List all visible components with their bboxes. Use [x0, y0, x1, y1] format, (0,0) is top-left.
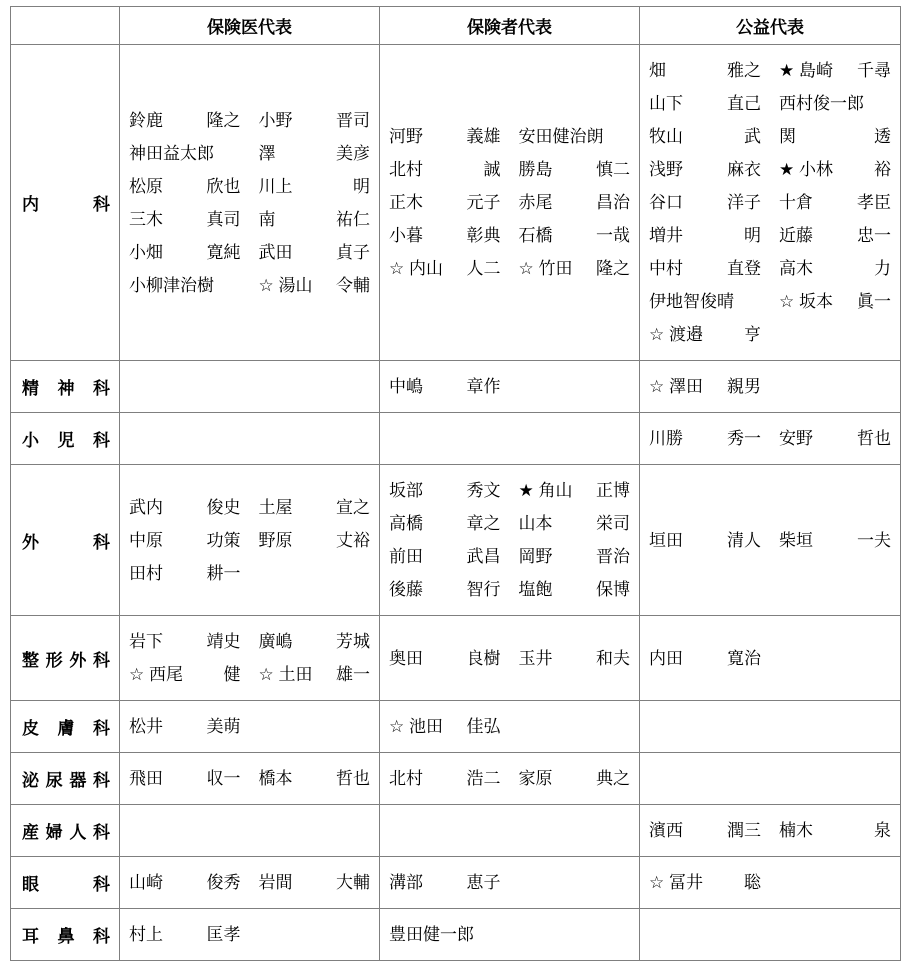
member-list: [120, 711, 379, 744]
member-list: [120, 105, 379, 303]
department-label: 皮膚科: [11, 701, 120, 753]
member-name: 小野 晋司: [258, 110, 370, 131]
insurer-cell: [380, 616, 640, 701]
member-name: 小暮 彰典: [389, 226, 501, 246]
member-list: [640, 55, 900, 352]
department-row: [11, 361, 901, 413]
member-list: [640, 643, 900, 676]
public-interest-cell: [640, 45, 901, 361]
member-list: [640, 371, 900, 404]
insurance-doctor-cell: [120, 701, 380, 753]
department-label: 精神科: [11, 361, 120, 413]
department-row: [11, 753, 901, 805]
header-insurer: 保険者代表: [380, 7, 640, 45]
insurance-doctor-cell: [120, 413, 380, 465]
member-name: 川上 明: [258, 176, 370, 197]
header-row: [11, 7, 901, 45]
member-list: [120, 492, 379, 591]
department-label: 耳鼻科: [11, 909, 120, 961]
department-row: [11, 413, 901, 465]
header-public-interest: 公益代表: [640, 7, 901, 45]
member-name: 北村 誠: [389, 160, 501, 180]
member-list: [640, 423, 900, 456]
insurance-doctor-cell: [120, 616, 380, 701]
public-interest-cell: [640, 805, 901, 857]
insurer-cell: [380, 805, 640, 857]
insurer-cell: [380, 857, 640, 909]
member-list: [120, 763, 379, 796]
insurer-cell: [380, 909, 640, 961]
public-interest-cell: [640, 753, 901, 805]
department-row: [11, 465, 901, 616]
insurer-cell: [380, 753, 640, 805]
member-name: 濱西 潤三: [649, 821, 761, 841]
member-name: 豊田健一郎: [389, 925, 474, 945]
member-name: 田村 耕一: [129, 563, 241, 584]
member-list: [380, 475, 639, 607]
member-name: 野原 丈裕: [258, 530, 370, 551]
insurance-doctor-cell: [120, 753, 380, 805]
member-name: 奥田 良樹: [389, 648, 501, 669]
member-name: 北村 浩二: [389, 769, 501, 789]
department-row: [11, 805, 901, 857]
member-name: 川勝 秀一: [649, 429, 761, 449]
member-name: ☆ 冨井 聡: [649, 873, 761, 893]
member-name: 牧山 武: [649, 127, 761, 147]
member-name: 河野 義雄: [389, 127, 501, 147]
member-name: 中原 功策: [129, 530, 241, 551]
member-list: [380, 121, 639, 286]
insurer-cell: [380, 701, 640, 753]
member-name: 武田 貞子: [258, 242, 370, 263]
member-name: 石橋 一哉: [518, 226, 630, 246]
member-list: [380, 371, 639, 404]
member-name: 山崎 俊秀: [129, 873, 241, 893]
member-list: [380, 919, 639, 952]
empty-slot: [250, 558, 380, 591]
member-name: 谷口 洋子: [649, 193, 761, 213]
member-name: 増井 明: [649, 226, 761, 246]
member-name: 三木 真司: [129, 209, 241, 230]
member-name: 山下 直己: [649, 94, 761, 114]
member-name: ☆ 内山 人二: [389, 259, 501, 279]
member-name: 中嶋 章作: [389, 377, 501, 397]
member-name: 神田益太郎: [129, 143, 214, 164]
department-label: 外 科: [11, 465, 120, 616]
member-name: 松井 美萌: [129, 717, 241, 737]
member-name: 内田 寛治: [649, 648, 761, 669]
member-name: 家原 典之: [518, 769, 630, 789]
member-name: 赤尾 昌治: [518, 193, 630, 213]
member-list: [640, 867, 900, 900]
member-name: ★ 小林 裕: [779, 160, 891, 180]
department-row: [11, 857, 901, 909]
member-list: [120, 919, 379, 952]
insurer-cell: [380, 465, 640, 616]
member-name: 近藤 忠一: [779, 226, 891, 246]
member-name: 小柳津治樹: [129, 275, 214, 296]
insurance-doctor-cell: [120, 857, 380, 909]
member-name: 小畑 寛純: [129, 242, 241, 263]
member-name: 土屋 宣之: [258, 497, 370, 518]
member-name: 武内 俊史: [129, 497, 241, 518]
member-name: 飛田 収一: [129, 769, 241, 789]
public-interest-cell: [640, 361, 901, 413]
header-insurance-doctor: 保険医代表: [120, 7, 380, 45]
member-name: ☆ 湯山 令輔: [258, 275, 370, 296]
member-list: [380, 867, 639, 900]
member-name: 中村 直登: [649, 259, 761, 279]
member-name: 十倉 孝臣: [779, 193, 891, 213]
department-row: [11, 616, 901, 701]
empty-slot: [510, 919, 640, 952]
department-label: 産婦人科: [11, 805, 120, 857]
member-name: 岩間 大輔: [258, 873, 370, 893]
department-row: [11, 701, 901, 753]
department-row: [11, 909, 901, 961]
member-name: 後藤 智行: [389, 580, 501, 600]
member-name: 坂部 秀文: [389, 481, 501, 501]
member-name: 玉井 和夫: [518, 648, 630, 669]
member-name: ☆ 渡邉 亨: [649, 325, 761, 345]
member-name: 岩下 靖史: [129, 632, 241, 652]
public-interest-cell: [640, 701, 901, 753]
member-name: 塩飽 保博: [518, 580, 630, 600]
department-label: 泌尿器科: [11, 753, 120, 805]
member-list: [120, 867, 379, 900]
member-name: 楠木 泉: [779, 821, 891, 841]
department-label: 小児科: [11, 413, 120, 465]
member-name: 前田 武昌: [389, 547, 501, 567]
empty-slot: [510, 371, 640, 404]
member-list: [380, 643, 639, 676]
public-interest-cell: [640, 465, 901, 616]
department-row: [11, 45, 901, 361]
public-interest-cell: [640, 857, 901, 909]
member-list: [640, 525, 900, 558]
public-interest-cell: [640, 616, 901, 701]
insurer-cell: [380, 45, 640, 361]
member-name: ☆ 坂本 眞一: [779, 292, 891, 312]
member-name: 正木 元子: [389, 193, 501, 213]
header-corner: [11, 7, 120, 45]
public-interest-cell: [640, 909, 901, 961]
member-name: 畑 雅之: [649, 61, 761, 81]
department-label: 整形外科: [11, 616, 120, 701]
member-name: 南 祐仁: [258, 209, 370, 230]
member-name: ★ 島崎 千尋: [779, 61, 891, 81]
member-name: ☆ 竹田 隆之: [518, 259, 630, 279]
member-name: 溝部 恵子: [389, 873, 501, 893]
member-name: ☆ 西尾 健: [129, 665, 241, 685]
member-name: ☆ 澤田 親男: [649, 377, 761, 397]
member-name: 安田健治朗: [518, 127, 604, 147]
department-label: 眼 科: [11, 857, 120, 909]
member-name: ☆ 土田 雄一: [258, 665, 370, 685]
empty-slot: [250, 711, 380, 744]
committee-table: [10, 6, 901, 961]
insurer-cell: [380, 361, 640, 413]
member-name: 安野 哲也: [779, 429, 891, 449]
insurance-doctor-cell: [120, 361, 380, 413]
member-name: 橋本 哲也: [258, 769, 370, 789]
member-list: [640, 815, 900, 848]
empty-slot: [770, 867, 900, 900]
public-interest-cell: [640, 413, 901, 465]
member-name: 浅野 麻衣: [649, 160, 761, 180]
empty-slot: [250, 919, 380, 952]
member-name: 澤 美彦: [258, 143, 370, 164]
empty-slot: [510, 711, 640, 744]
member-name: 西村俊一郎: [779, 94, 864, 114]
member-name: ★ 角山 正博: [518, 481, 630, 501]
member-name: 高木 力: [779, 259, 891, 279]
member-name: 山本 栄司: [518, 514, 630, 534]
insurance-doctor-cell: [120, 805, 380, 857]
empty-slot: [770, 319, 900, 352]
member-name: 鈴鹿 隆之: [129, 110, 241, 131]
member-list: [380, 711, 639, 744]
member-name: ☆ 池田 佳弘: [389, 717, 501, 737]
member-name: 廣嶋 芳城: [258, 632, 370, 652]
member-name: 岡野 晋治: [518, 547, 630, 567]
member-name: 勝島 慎二: [518, 160, 630, 180]
member-name: 伊地智俊晴: [649, 292, 734, 312]
member-name: 関 透: [779, 127, 891, 147]
member-list: [120, 626, 379, 692]
empty-slot: [510, 867, 640, 900]
member-list: [380, 763, 639, 796]
member-name: 高橋 章之: [389, 514, 501, 534]
member-name: 垣田 清人: [649, 530, 761, 551]
department-label: 内 科: [11, 45, 120, 361]
insurer-cell: [380, 413, 640, 465]
member-name: 村上 匡孝: [129, 925, 241, 945]
insurance-doctor-cell: [120, 45, 380, 361]
insurance-doctor-cell: [120, 909, 380, 961]
empty-slot: [770, 643, 900, 676]
member-name: 柴垣 一夫: [779, 530, 891, 551]
empty-slot: [770, 371, 900, 404]
insurance-doctor-cell: [120, 465, 380, 616]
member-name: 松原 欣也: [129, 176, 241, 197]
